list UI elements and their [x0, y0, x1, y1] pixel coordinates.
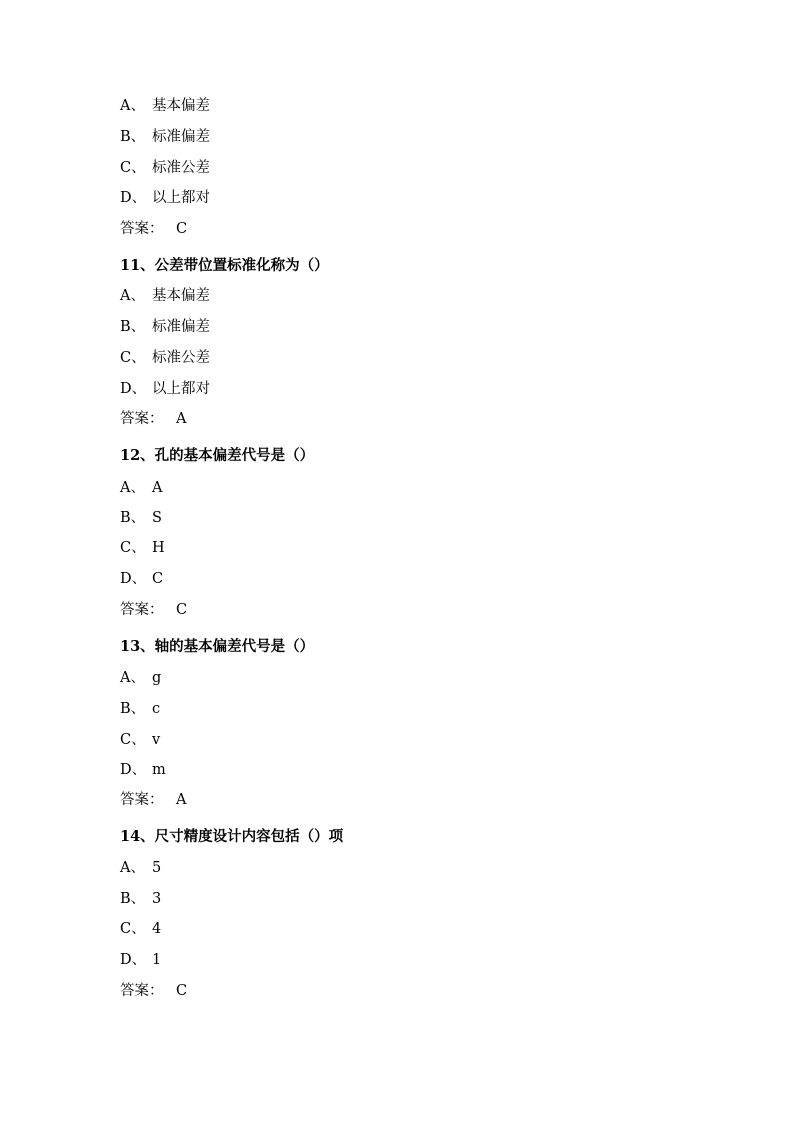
option-text: 1	[152, 952, 162, 968]
option-letter: D、	[120, 571, 147, 587]
option-text: A	[152, 480, 163, 496]
option-c	[120, 349, 210, 367]
option-text: g	[152, 670, 162, 686]
option-text: 以上都对	[152, 190, 210, 206]
option-letter: D、	[120, 190, 147, 206]
answer-line	[120, 601, 187, 619]
option-text: 标准公差	[152, 350, 210, 366]
answer-label: 答案：	[120, 792, 164, 808]
option-text: 标准偏差	[152, 319, 210, 335]
option-text: 以上都对	[152, 381, 210, 397]
option-letter: B、	[120, 129, 146, 145]
option-d	[120, 951, 161, 969]
question-title: 12、孔的基本偏差代号是（）	[120, 447, 315, 464]
answer-value: A	[176, 411, 187, 427]
question-title: 11、公差带位置标准化称为（）	[120, 257, 329, 274]
option-letter: A、	[120, 98, 145, 114]
option-a	[120, 669, 161, 687]
option-d	[120, 761, 166, 779]
option-text: 4	[152, 921, 162, 937]
option-b	[120, 509, 162, 527]
option-letter: C、	[120, 540, 146, 556]
option-a	[120, 287, 210, 305]
option-c	[120, 539, 165, 557]
option-text: 基本偏差	[152, 288, 210, 304]
option-letter: D、	[120, 762, 147, 778]
option-b	[120, 890, 161, 908]
option-b	[120, 700, 160, 718]
option-text: C	[152, 571, 164, 587]
option-letter: C、	[120, 921, 146, 937]
option-c	[120, 731, 160, 749]
answer-value: C	[176, 221, 188, 237]
option-letter: B、	[120, 701, 146, 717]
option-text: 标准公差	[152, 160, 210, 176]
option-text: H	[152, 540, 165, 556]
option-letter: D、	[120, 381, 147, 397]
answer-value: A	[176, 792, 187, 808]
option-letter: B、	[120, 319, 146, 335]
option-a	[120, 859, 161, 877]
answer-value: C	[176, 602, 188, 618]
answer-label: 答案：	[120, 411, 164, 427]
answer-value: C	[176, 983, 188, 999]
option-letter: B、	[120, 510, 146, 526]
option-b	[120, 318, 210, 336]
option-a	[120, 479, 162, 497]
option-text: S	[152, 510, 162, 526]
option-letter: A、	[120, 288, 145, 304]
option-letter: A、	[120, 480, 145, 496]
option-text: 标准偏差	[152, 129, 210, 145]
question-title: 14、尺寸精度设计内容包括（）项	[120, 828, 344, 845]
option-letter: C、	[120, 732, 146, 748]
option-d	[120, 570, 163, 588]
option-c	[120, 920, 161, 938]
option-letter: D、	[120, 952, 147, 968]
option-letter: C、	[120, 350, 146, 366]
option-text: c	[152, 701, 161, 717]
option-text: 基本偏差	[152, 98, 210, 114]
answer-line	[120, 982, 187, 1000]
option-d	[120, 189, 210, 207]
option-letter: A、	[120, 670, 145, 686]
answer-line	[120, 410, 186, 428]
option-letter: C、	[120, 160, 146, 176]
option-text: 5	[152, 860, 162, 876]
option-b	[120, 128, 210, 146]
option-d	[120, 380, 210, 398]
question-title: 13、轴的基本偏差代号是（）	[120, 638, 315, 655]
option-c	[120, 159, 210, 177]
option-a	[120, 97, 210, 115]
option-text: v	[152, 732, 161, 748]
option-text: m	[152, 762, 166, 778]
option-letter: B、	[120, 891, 146, 907]
answer-label: 答案：	[120, 602, 164, 618]
answer-line	[120, 791, 186, 809]
answer-label: 答案：	[120, 221, 164, 237]
option-text: 3	[152, 891, 162, 907]
answer-label: 答案：	[120, 983, 164, 999]
answer-line	[120, 220, 187, 238]
option-letter: A、	[120, 860, 145, 876]
